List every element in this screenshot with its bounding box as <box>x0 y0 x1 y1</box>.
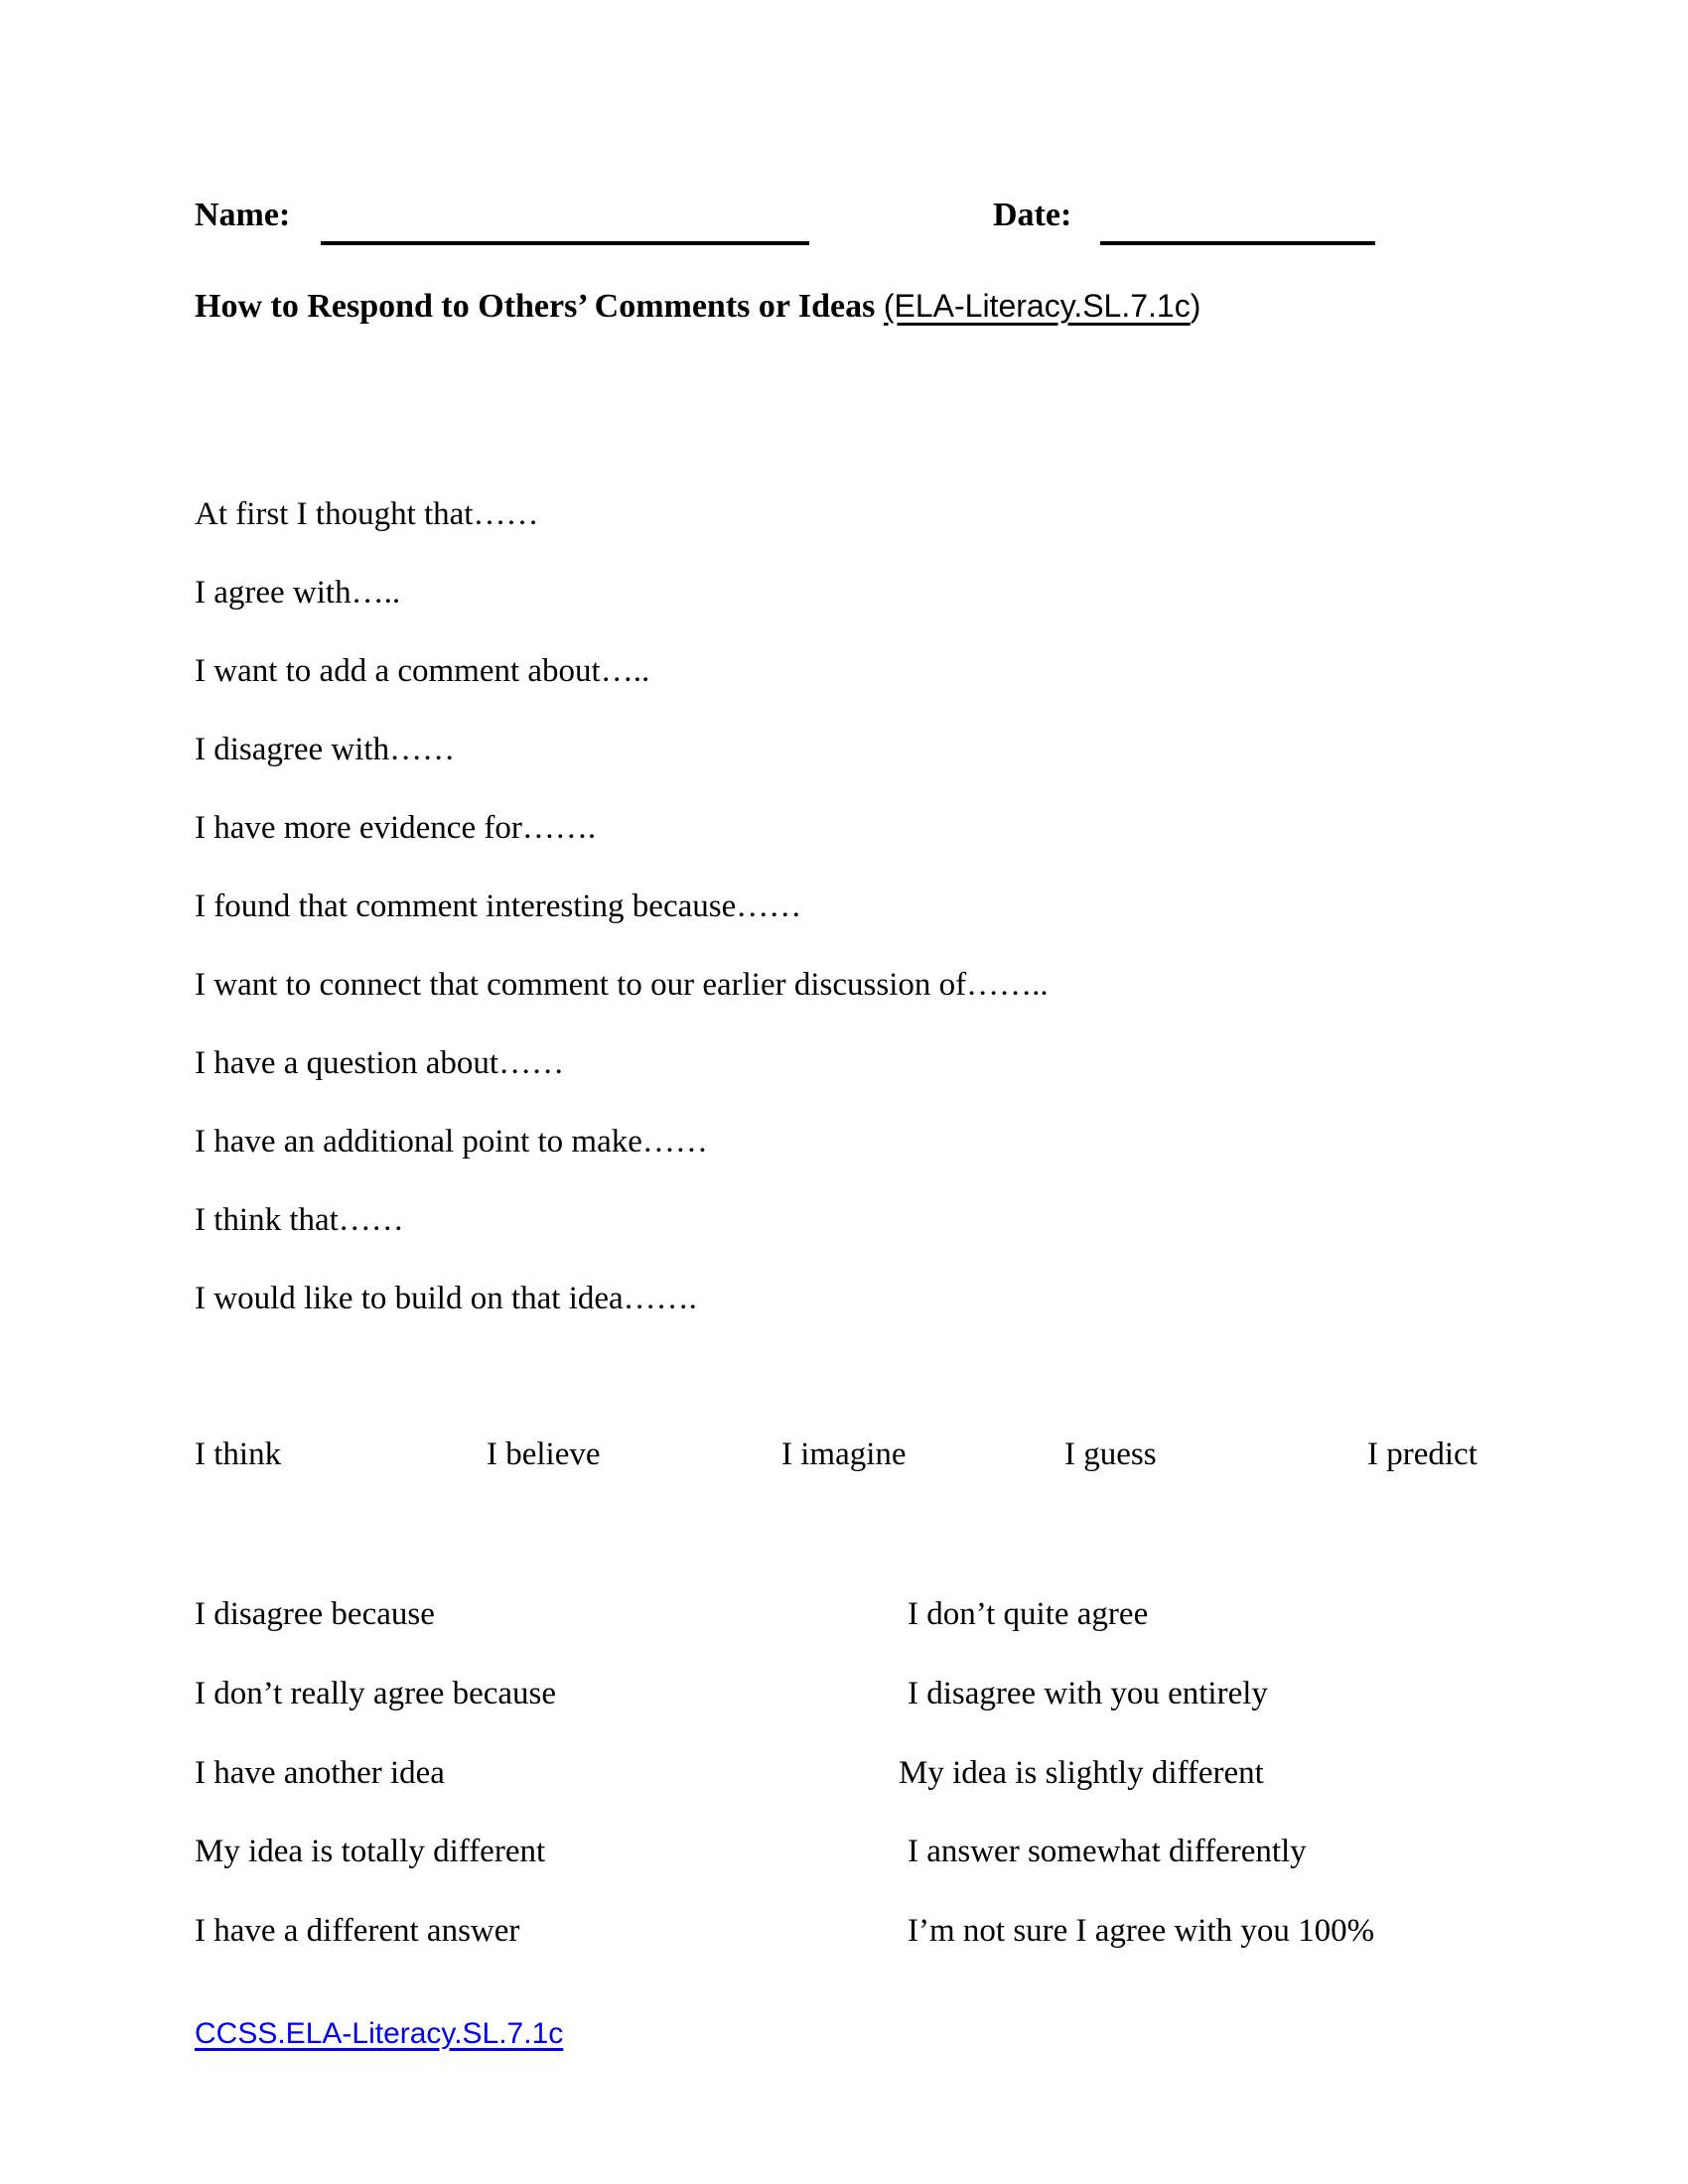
pair-right-item: I answer somewhat differently <box>908 1834 1307 1869</box>
pair-left-item: My idea is totally different <box>195 1834 546 1869</box>
name-label: Name: <box>195 197 291 233</box>
sentence-starter: I disagree with…… <box>195 732 456 767</box>
title-close-paren: ) <box>1190 288 1201 324</box>
pair-left-item: I have a different answer <box>195 1913 520 1949</box>
think-row-item: I think <box>195 1436 282 1472</box>
sentence-starter: I have an additional point to make…… <box>195 1124 708 1160</box>
sentence-starter: I have a question about…… <box>195 1045 565 1081</box>
pair-left-item: I disagree because <box>195 1596 435 1632</box>
pair-right-item: I don’t quite agree <box>908 1596 1149 1632</box>
sentence-starter: I would like to build on that idea……. <box>195 1281 697 1316</box>
pair-right-item: I disagree with you entirely <box>908 1676 1268 1711</box>
page-title-text: How to Respond to Others’ Comments or Ideas <box>195 288 884 325</box>
sentence-starter: I agree with….. <box>195 575 401 611</box>
think-row-item: I imagine <box>781 1436 907 1472</box>
pair-left-item: I don’t really agree because <box>195 1676 557 1711</box>
name-blank-line <box>321 241 809 245</box>
think-row-item: I believe <box>487 1436 601 1472</box>
title-standard-link[interactable]: (ELA-Literacy.SL.7.1c <box>883 288 1191 324</box>
footer-standard-link[interactable]: CCSS.ELA-Literacy.SL.7.1c <box>195 2017 564 2050</box>
sentence-starter: I have more evidence for……. <box>195 810 597 846</box>
pair-right-item: I’m not sure I agree with you 100% <box>908 1913 1375 1949</box>
date-blank-line <box>1100 241 1375 245</box>
sentence-starter: At first I thought that…… <box>195 496 539 532</box>
think-row-item: I predict <box>1367 1436 1477 1472</box>
sentence-starter: I think that…… <box>195 1202 404 1238</box>
pair-left-item: I have another idea <box>195 1755 445 1791</box>
sentence-starter: I found that comment interesting because…… <box>195 888 802 924</box>
pair-right-item: My idea is slightly different <box>899 1755 1264 1791</box>
sentence-starter: I want to add a comment about….. <box>195 653 650 689</box>
think-row-item: I guess <box>1064 1436 1157 1472</box>
sentence-starter: I want to connect that comment to our earlier discussion of…….. <box>195 967 1049 1003</box>
date-label: Date: <box>993 197 1072 233</box>
page-title <box>195 290 1200 324</box>
